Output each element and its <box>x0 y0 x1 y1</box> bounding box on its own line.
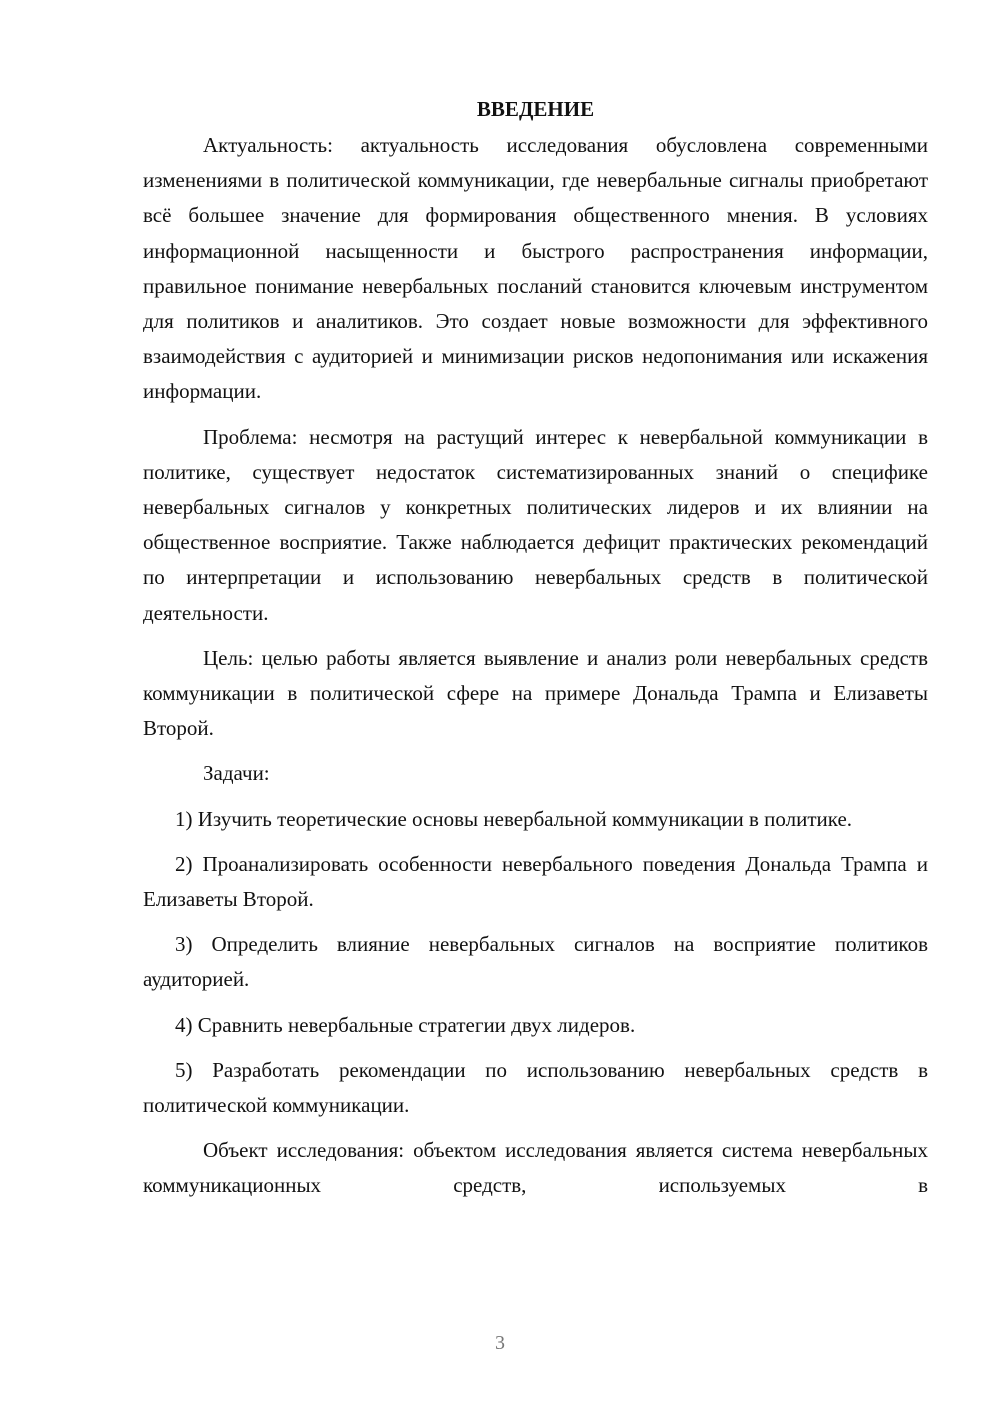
paragraph-goal: Цель: целью работы является выявление и анализ роли невербальных средств коммуникации в политической сфере на примере Дональда Трампа и Елизаветы Второй. <box>143 645 928 741</box>
task-item-2: 2) Проанализировать особенности невербального поведения Дональда Трампа и Елизаветы Второй. <box>143 851 928 912</box>
paragraph-relevance: Актуальность: актуальность исследования обусловлена современными изменениями в политической коммуникации, где невербальные сигналы приобретают всё большее значение для формирования общественного мнения. В условиях информационной насыщенности и быстрого распространения информации, правильное понимание невербальных посланий становится ключевым инструментом для политиков и аналитиков. Это создает новые возможности для эффективного взаимодействия с аудиторией и минимизации рисков недопонимания или искажения информации. <box>143 133 928 404</box>
document-title: ВВЕДЕНИЕ <box>476 97 595 121</box>
document-page <box>143 90 928 1204</box>
paragraph-tasks-heading: Задачи: <box>203 761 270 786</box>
task-item-5: 5) Разработать рекомендации по использованию невербальных средств в политической коммуникации. <box>143 1057 928 1118</box>
task-item-1: 1) Изучить теоретические основы невербальной коммуникации в политике. <box>175 806 853 831</box>
paragraph-problem: Проблема: несмотря на растущий интерес к невербальной коммуникации в политике, существует недостаток систематизированных знаний о специфике невербальных сигналов у конкретных политических лидеров и их влиянии на общественное восприятие. Также наблюдается дефицит практических рекомендаций по интерпретации и использованию невербальных средств в политической деятельности. <box>143 424 928 625</box>
task-item-3: 3) Определить влияние невербальных сигналов на восприятие политиков аудиторией. <box>143 932 928 992</box>
page-number: 3 <box>495 1332 505 1354</box>
task-item-4: 4) Сравнить невербальные стратегии двух лидеров. <box>175 1012 636 1037</box>
paragraph-object: Объект исследования: объектом исследования является система невербальных коммуникационных средств, используемых в <box>143 1138 928 1198</box>
